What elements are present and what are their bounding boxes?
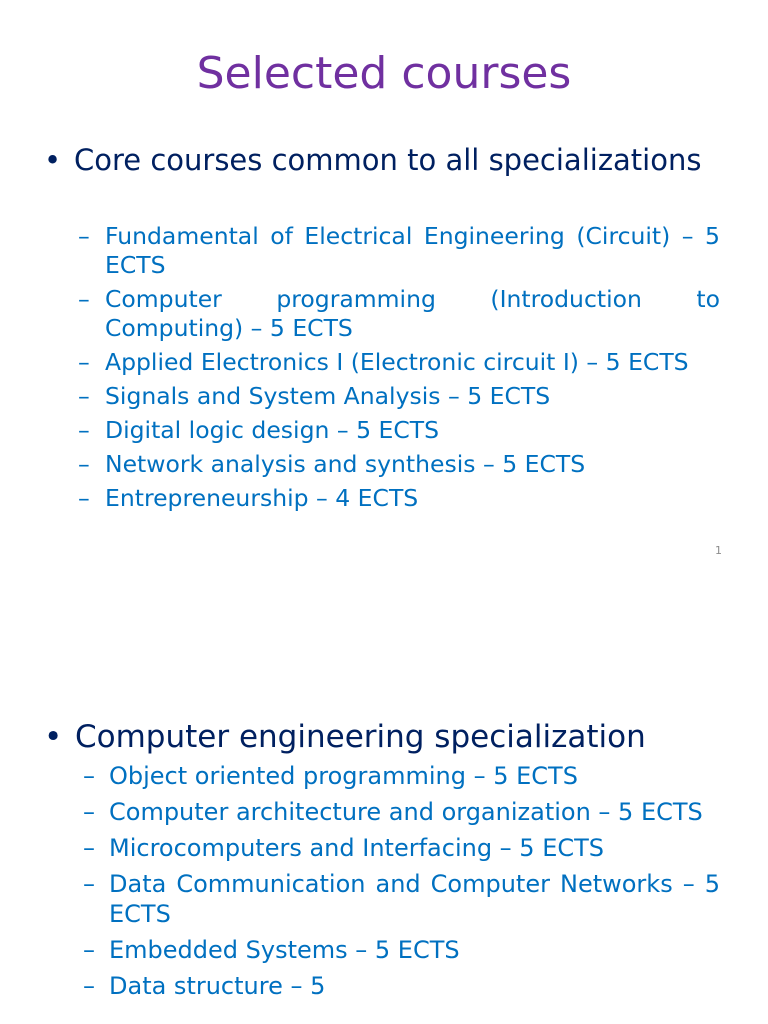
slide-2 xyxy=(0,690,768,1024)
bullet-text: Core courses common to all specializations xyxy=(74,143,702,177)
list-item xyxy=(83,833,720,863)
specialization-course-list xyxy=(83,761,720,1007)
dash-icon: – xyxy=(83,762,95,790)
list-item xyxy=(78,484,720,513)
list-item xyxy=(83,935,720,965)
course-label: Digital logic design – 5 ECTS xyxy=(105,416,440,444)
bullet-computer-engineering xyxy=(44,717,720,757)
course-label: Computer programming (Introduction to Computing) – 5 ECTS xyxy=(105,285,720,342)
dash-icon: – xyxy=(83,834,95,862)
bullet-dot-icon: • xyxy=(44,143,62,177)
course-label: Network analysis and synthesis – 5 ECTS xyxy=(105,450,586,478)
dash-icon: – xyxy=(78,222,90,250)
dash-icon: – xyxy=(83,798,95,826)
course-label: Data structure – 5 xyxy=(109,972,326,1000)
slide-title: Selected courses xyxy=(196,48,572,99)
list-item xyxy=(78,285,720,343)
course-label: Signals and System Analysis – 5 ECTS xyxy=(105,382,551,410)
bullet-text: Computer engineering specialization xyxy=(75,719,646,755)
list-item xyxy=(78,348,720,377)
course-label: Object oriented programming – 5 ECTS xyxy=(109,762,578,790)
list-item xyxy=(78,222,720,280)
course-label: Microcomputers and Interfacing – 5 ECTS xyxy=(109,834,605,862)
dash-icon: – xyxy=(78,450,90,478)
dash-icon: – xyxy=(78,382,90,410)
course-label: Applied Electronics I (Electronic circuit I) – 5 ECTS xyxy=(105,348,689,376)
list-item xyxy=(83,797,720,827)
dash-icon: – xyxy=(83,870,95,898)
course-label: Fundamental of Electrical Engineering (Circuit) – 5 ECTS xyxy=(105,222,720,279)
list-item xyxy=(83,869,720,929)
dash-icon: – xyxy=(78,484,90,512)
list-item xyxy=(83,971,720,1001)
bullet-dot-icon: • xyxy=(44,719,63,755)
list-item xyxy=(78,450,720,479)
course-label: Entrepreneurship – 4 ECTS xyxy=(105,484,419,512)
bullet-core-courses xyxy=(44,140,720,180)
dash-icon: – xyxy=(78,348,90,376)
page-number: 1 xyxy=(715,544,722,557)
list-item xyxy=(83,761,720,791)
course-label: Embedded Systems – 5 ECTS xyxy=(109,936,460,964)
dash-icon: – xyxy=(83,936,95,964)
dash-icon: – xyxy=(78,285,90,313)
list-item xyxy=(78,416,720,445)
course-label: Data Communication and Computer Networks – 5 ECTS xyxy=(109,870,720,928)
course-label: Computer architecture and organization – 5 ECTS xyxy=(109,798,703,826)
dash-icon: – xyxy=(78,416,90,444)
core-course-list xyxy=(78,222,720,518)
dash-icon: – xyxy=(83,972,95,1000)
list-item xyxy=(78,382,720,411)
